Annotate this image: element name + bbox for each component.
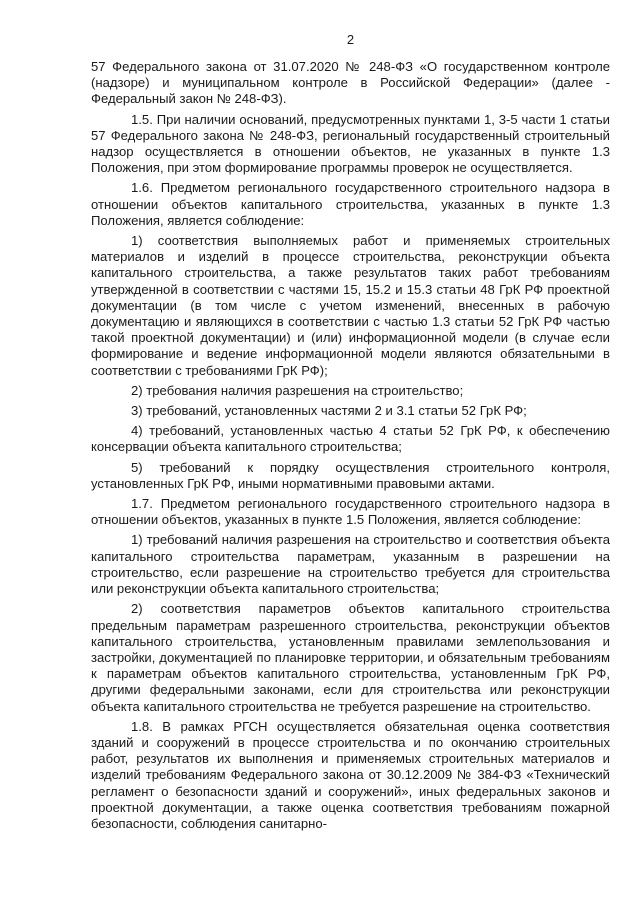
paragraph-1-8: 1.8. В рамках РГСН осуществляется обязательная оценка соответствия зданий и сооружений в процессе строительства и по окончанию строительных работ, результатов их выполнения и применяемых строительных материалов и изделий требованиям Федерального закона от 30.12.2009 № 384-ФЗ «Технический регламент о безопасности зданий и сооружений», иных федеральных законов и проектной документации, а также оценка соответствия требованиям пожарной безопасности, соблюдения санитарно- bbox=[91, 718, 610, 831]
paragraph-1-6: 1.6. Предметом регионального государственного строительного надзора в отношении объектов капитального строительства, указанных в пункте 1.3 Положения, является соблюдение: bbox=[91, 180, 610, 228]
document-body bbox=[91, 59, 610, 832]
paragraph-continuation: 57 Федерального закона от 31.07.2020 № 248-ФЗ «О государственном контроле (надзоре) и муниципальном контроле в Российской Федерации» (далее - Федеральный закон № 248-ФЗ). bbox=[91, 59, 610, 107]
paragraph-1-7-item-2: 2) соответствия параметров объектов капитального строительства предельным параметрам разрешенного строительства, реконструкции объектов капитального строительства, установленным правилами землепользования и застройки, документацией по планировке территории, и обязательным требованиям к параметрам объектов капитального строительства, установленным ГрК РФ, другими федеральными законами, если для строительства или реконструкции объекта капитального строительства не требуется разрешение на строительство. bbox=[91, 601, 610, 714]
paragraph-1-7: 1.7. Предметом регионального государственного строительного надзора в отношении объектов, указанных в пункте 1.5 Положения, является соблюдение: bbox=[91, 496, 610, 528]
paragraph-1-6-item-3: 3) требований, установленных частями 2 и 3.1 статьи 52 ГрК РФ; bbox=[131, 403, 527, 419]
page-number: 2 bbox=[346, 32, 355, 47]
paragraph-1-5: 1.5. При наличии оснований, предусмотренных пунктами 1, 3-5 части 1 статьи 57 Федерального закона № 248-ФЗ, региональный государственный строительный надзор осуществляется в отношении объектов, не указанных в пункте 1.3 Положения, при этом формирование программы проверок не осуществляется. bbox=[91, 111, 610, 176]
paragraph-1-6-item-4: 4) требований, установленных частью 4 статьи 52 ГрК РФ, к обеспечению консервации объекта капитального строительства; bbox=[91, 423, 610, 455]
paragraph-1-6-item-2: 2) требования наличия разрешения на строительство; bbox=[131, 382, 464, 398]
paragraph-1-7-item-1: 1) требований наличия разрешения на строительство и соответствия объекта капитального строительства параметрам, указанным в разрешении на строительство, если разрешение на строительство требуется для строительства или реконструкции объекта капитального строительства; bbox=[91, 532, 610, 597]
paragraph-1-6-item-5: 5) требований к порядку осуществления строительного контроля, установленных ГрК РФ, иными нормативными правовыми актами. bbox=[91, 459, 610, 491]
paragraph-1-6-item-1: 1) соответствия выполняемых работ и применяемых строительных материалов и изделий в процессе строительства, реконструкции объекта капитального строительства, а также результатов таких работ требованиям утвержденной в соответствии с частями 15, 15.2 и 15.3 статьи 48 ГрК РФ проектной документации (в том числе с учетом изменений, внесенных в рабочую документацию и являющихся в соответствии с частью 1.3 статьи 52 ГрК РФ частью такой проектной документации) и (или) информационной модели (в случае если формирование и ведение информационной модели являются обязательными в соответствии с требованиями ГрК РФ); bbox=[91, 233, 610, 378]
